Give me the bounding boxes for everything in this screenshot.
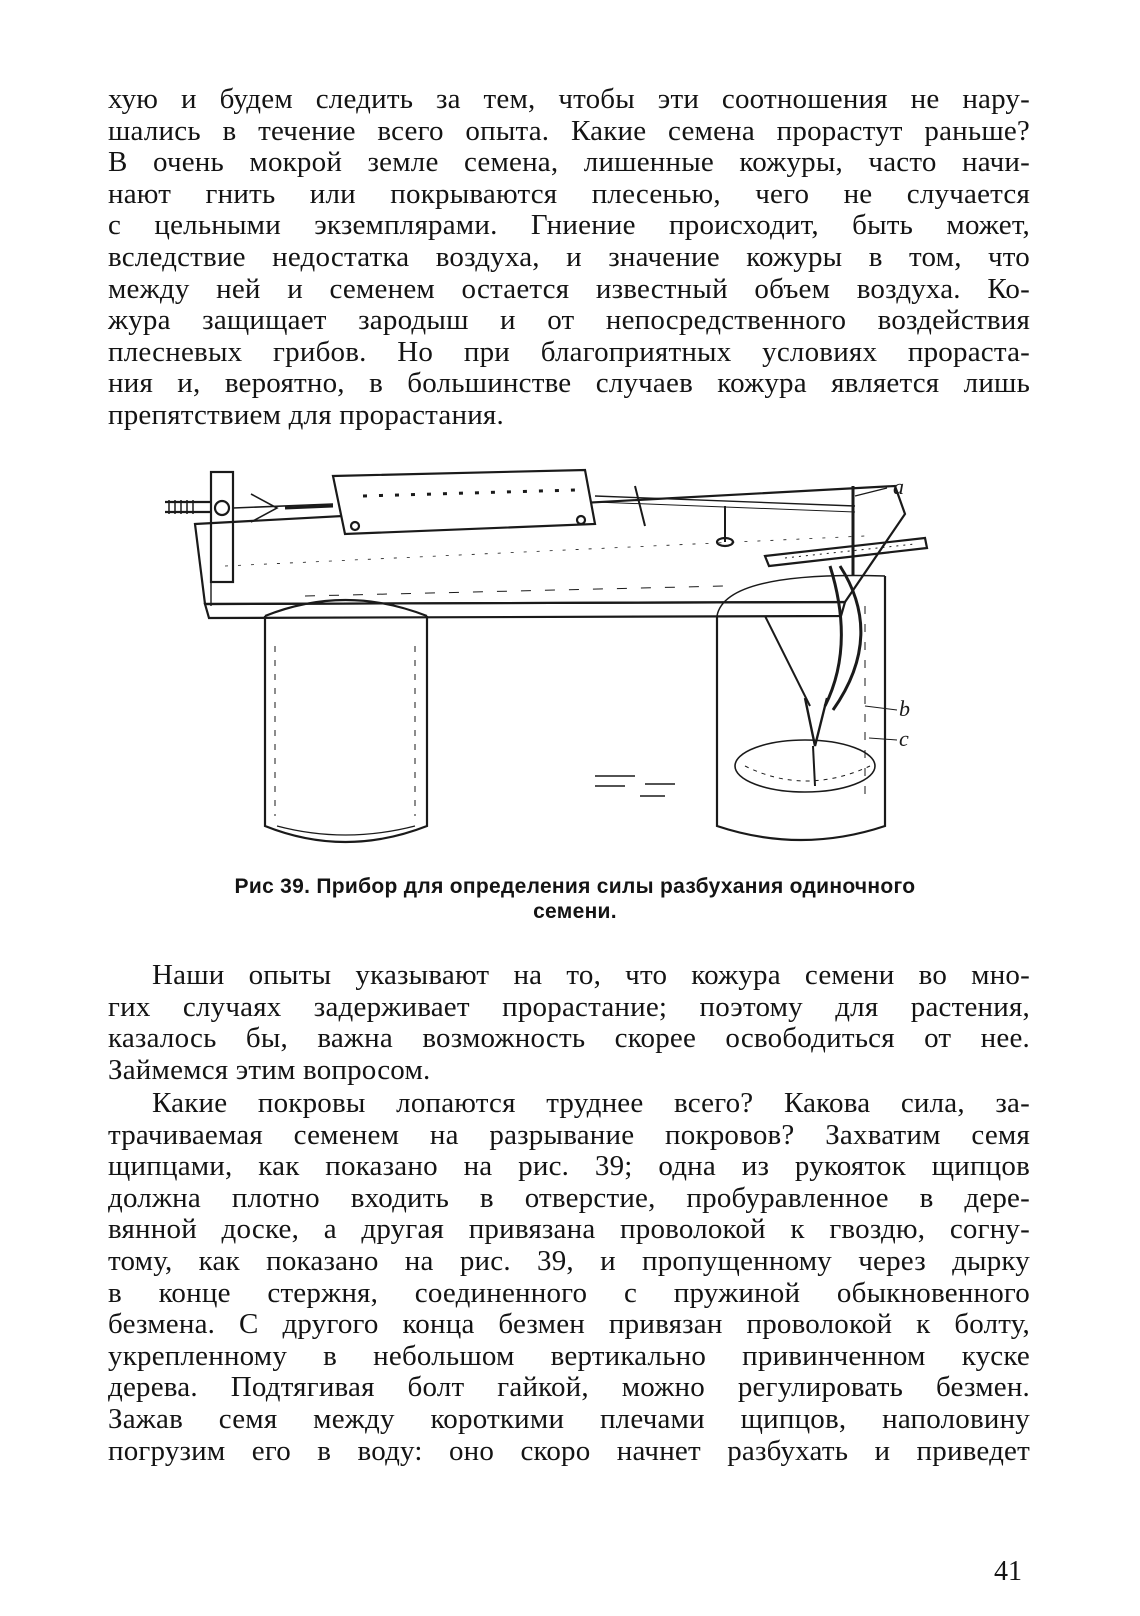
text-line: Зажав семя между короткими плечами щипцов, наполовину <box>108 1402 1030 1435</box>
paragraph-top <box>108 84 1030 432</box>
apparatus-illustration <box>165 466 965 870</box>
paragraph-3 <box>108 1088 1030 1467</box>
spring-scale <box>233 470 595 534</box>
label-leaders <box>865 706 897 740</box>
figure-caption <box>150 874 1000 924</box>
text-line: трачиваемая семенем на разрывание покровов? Захватим семя <box>108 1118 1030 1151</box>
text-line: Наши опыты указывают на то, что кожура семени во мно- <box>152 959 1030 991</box>
text-line: нают гнить или покрываются плесенью, чего не случается <box>108 177 1030 210</box>
text-line: Займемся этим вопросом. <box>108 1053 431 1086</box>
text-line: препятствием для прорастания. <box>108 398 504 431</box>
text-line: шались в течение всего опыта. Какие семена прорастут раньше? <box>108 114 1030 147</box>
figure-apparatus <box>165 466 965 870</box>
caption-line: Рис 39. Прибор для определения силы разбухания одиночного <box>234 875 916 898</box>
text-line: укрепленному в небольшом вертикально привинченном куске <box>108 1339 1030 1372</box>
text-line: дерева. Подтягивая болт гайкой, можно регулировать безмен. <box>108 1371 1030 1404</box>
text-line: вследствие недостатка воздуха, и значение кожуры в том, что <box>108 240 1030 273</box>
caption-line: семени. <box>533 900 617 923</box>
text-line: В очень мокрой земле семена, лишенные кожуры, часто начи- <box>108 146 1030 179</box>
text-line: между ней и семенем остается известный объем воздуха. Ко- <box>108 272 1030 305</box>
text-line: погрузим его в воду: оно скоро начнет разбухать и приведет <box>108 1434 1030 1467</box>
label-a: a <box>893 474 904 499</box>
ground-marks <box>595 776 675 796</box>
text-line: щипцами, как показано на рис. 39; одна из рукояток щипцов <box>108 1150 1030 1183</box>
left-cylinder <box>265 600 427 842</box>
text-line: в конце стержня, соединенного с пружиной обыкновенного <box>108 1276 1030 1309</box>
text-line: жура защищает зародыш и от непосредственного воздействия <box>108 304 1030 337</box>
paragraph-2 <box>108 960 1030 1086</box>
label-b: b <box>899 696 910 721</box>
text-line: гих случаях задерживает прорастание; поэтому для растения, <box>108 990 1030 1023</box>
text-line: с цельными экземплярами. Гниение происходит, быть может, <box>108 209 1030 242</box>
text-line: казалось бы, важна возможность скорее освободиться от нее. <box>108 1022 1030 1055</box>
text-line: хую и будем следить за тем, чтобы эти соотношения не нару- <box>108 83 1030 115</box>
bolt-block <box>165 472 233 606</box>
text-line: вянной доске, а другая привязана проволокой к гвоздю, согну- <box>108 1213 1030 1246</box>
text-line: плесневых грибов. Но при благоприятных условиях прораста- <box>108 335 1030 368</box>
page-number: 41 <box>994 1556 1022 1587</box>
text-line: должна плотно входить в отверстие, пробуравленное в дере- <box>108 1181 1030 1214</box>
label-c: c <box>899 726 909 751</box>
text-line: Какие покровы лопаются труднее всего? Какова сила, за- <box>152 1087 1030 1119</box>
text-line: безмена. С другого конца безмен привязан проволокой к болту, <box>108 1308 1030 1341</box>
text-line: ния и, вероятно, в большинстве случаев кожура является лишь <box>108 367 1030 400</box>
text-line: тому, как показано на рис. 39, и пропущенному через дырку <box>108 1244 1030 1277</box>
